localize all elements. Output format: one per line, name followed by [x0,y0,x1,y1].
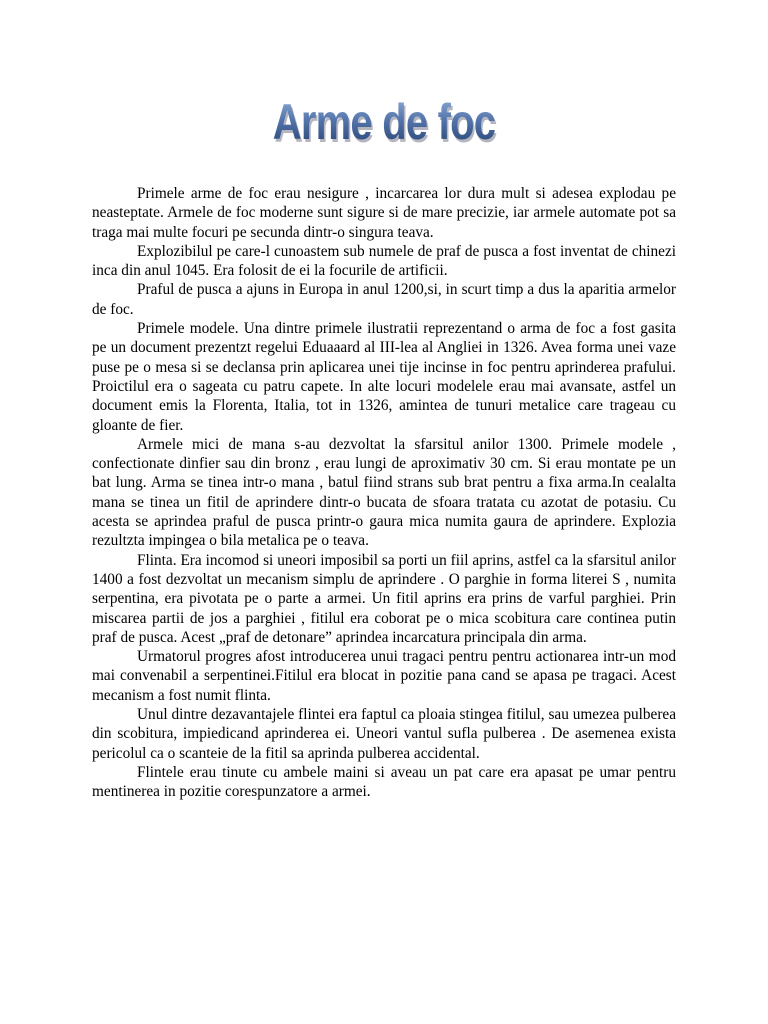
paragraph: Urmatorul progres afost introducerea unui tragaci pentru pentru actionarea intr-un mod mai convenabil a serpentinei.Fitilul era blocat in pozitie pana cand se apasa pe tragaci. Acest mecanism a fost numit flinta. [92,648,676,704]
paragraph: Praful de pusca a ajuns in Europa in anul 1200,si, in scurt timp a dus la aparitia armelor de foc. [92,281,676,318]
paragraph: Unul dintre dezavantajele flintei era faptul ca ploaia stingea fitilul, sau umezea pulberea din scobitura, impiedicand aprinderea ei. Uneori vantul sufla pulberea . De asemenea exista pericolul ca o scanteie de la fitil sa aprinda pulberea accidental. [92,706,676,762]
paragraph: Flinta. Era incomod si uneori imposibil sa porti un fiil aprins, astfel ca la sfarsitul anilor 1400 a fost dezvoltat un mecanism simplu de aprindere . O parghie in forma literei S , numita serpentina, era pivotata pe o parte a armei. Un fitil aprins era prins de varful parghiei. Prin miscarea partii de jos a parghiei , fitilul era coborat pe o mica scobitura care continea putin praf de pusca. Acest „praf de detonare” aprindea incarcatura principala din arma. [92,551,676,646]
document-body [92,184,676,802]
paragraph: Flintele erau tinute cu ambele maini si aveau un pat care era apasat pe umar pentru mentinerea in pozitie corespunzatore a armei. [92,763,676,801]
paragraph: Armele mici de mana s-au dezvoltat la sfarsitul anilor 1300. Primele modele , confectionate dinfier sau din bronz , erau lungi de aproximativ 30 cm. Si erau montate pe un bat lung. Arma se tinea intr-o mana , batul fiind strans sub brat pentru a fixa arma.In cealalta mana se tinea un fitil de aprindere dintr-o bucata de sfoara tratata cu azotat de potasiu. Cu acesta se aprindea praful de pusca printr-o gaura mica numita gaura de aprindere. Explozia rezultzta impingea o bila metalica pe o teava. [92,435,676,550]
page-title: Arme de foc [77,92,691,152]
paragraph: Primele arme de foc erau nesigure , incarcarea lor dura mult si adesea explodau pe neasteptate. Armele de foc moderne sunt sigure si de mare precizie, iar armele automate pot sa traga mai multe focuri pe secunda dintr-o singura teava. [92,185,676,241]
paragraph: Primele modele. Una dintre primele ilustratii reprezentand o arma de foc a fost gasita pe un document prezentzt regelui Eduaaard al III-lea al Angliei in 1326. Avea forma unei vaze puse pe o mesa si se declansa prin aplicarea unei tije incinse in foc pentru aprinderea prafului. Proictilul era o sageata cu patru capete. In alte locuri modelele erau mai avansate, astfel un document emis la Florenta, Italia, tot in 1326, amintea de tunuri metalice care trageau cu gloante de fier. [92,320,676,434]
paragraph: Explozibilul pe care-l cunoastem sub numele de praf de pusca a fost inventat de chinezi inca din anul 1045. Era folosit de ei la focurile de artificii. [92,242,676,280]
